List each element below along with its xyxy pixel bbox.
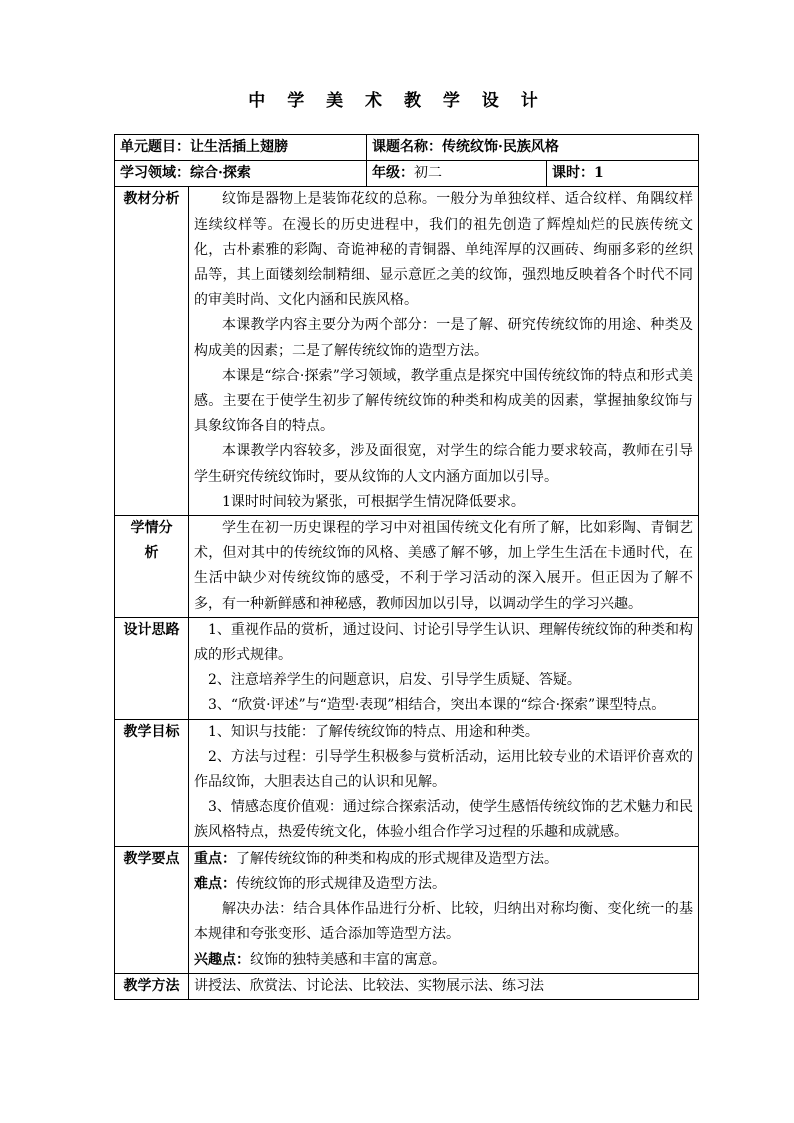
material-analysis-label: 教材分析 [115, 187, 189, 516]
topic-name-cell [367, 135, 699, 161]
material-paragraph: 纹饰是器物上是装饰花纹的总称。一般分为单独纹样、适合纹样、角隅纹样连续纹样等。在漫长的历史进程中，我们的祖先创造了辉煌灿烂的民族传统文化，古朴素雅的彩陶、奇诡神秘的青铜器、单纯浑厚的汉画砖、绚丽多彩的丝织品等，其上面镂刻绘制精细、显示意匠之美的纹饰，强烈地反映着各个时代不同的审美时尚、文化内涵和民族风格。 [194, 191, 693, 309]
learning-area-label: 学习领域： [120, 165, 190, 182]
grade-value: 初二 [414, 165, 442, 182]
interest-line [194, 948, 693, 973]
design-paragraph: 2、注意培养学生的问题意识，启发、引导学生质疑、答疑。 [208, 672, 581, 689]
key-points-row [115, 846, 699, 973]
header-row-2 [115, 161, 699, 187]
focus-text: 了解传统纹饰的种类和构成的形式规律及造型方法。 [236, 850, 558, 867]
student-analysis-content [189, 516, 699, 618]
focus-line [194, 847, 693, 872]
design-ideas-label: 设计思路 [115, 617, 189, 719]
focus-label: 重点： [194, 850, 236, 867]
design-ideas-row [115, 617, 699, 719]
lesson-plan-table [114, 134, 699, 1000]
class-hours-cell [547, 161, 699, 187]
topic-name-value: 传统纹饰·民族风格 [442, 139, 559, 155]
teaching-methods-row [115, 973, 699, 999]
material-paragraph: 本课是“综合·探索”学习领域，教学重点是探究中国传统纹饰的特点和形式美感。主要在于使学生初步了解传统纹饰的种类和构成美的因素，掌握抽象纹饰与具象纹饰各自的特点。 [194, 367, 693, 435]
student-paragraph: 学生在初一历史课程的学习中对祖国传统文化有所了解，比如彩陶、青铜艺术，但对其中的传统纹饰的风格、美感了解不够，加上学生生活在卡通时代，在生活中缺少对传统纹饰的感受，不利于学习活动的深入展开。但正因为了解不多，有一种新鲜感和神秘感，教师因加以引导，以调动学生的学习兴趣。 [194, 520, 693, 612]
grade-label: 年级： [372, 165, 414, 182]
teaching-methods-content: 讲授法、欣赏法、讨论法、比较法、实物展示法、练习法 [189, 973, 699, 999]
design-paragraph: 3、“欣赏·评述”与“造型·表现”相结合，突出本课的“综合·探索”课型特点。 [208, 697, 666, 714]
material-paragraph: 本课教学内容主要分为两个部分：一是了解、研究传统纹饰的用途、种类及构成美的因素；二是了解传统纹饰的造型方法。 [194, 317, 693, 359]
difficulty-text: 传统纹饰的形式规律及造型方法。 [236, 875, 446, 892]
material-paragraph: 本课教学内容较多，涉及面很宽，对学生的综合能力要求较高，教师在引导学生研究传统纹饰时，要从纹饰的人文内涵方面加以引导。 [194, 443, 693, 485]
grade-cell [367, 161, 547, 187]
unit-title-value: 让生活插上翅膀 [190, 139, 288, 155]
material-analysis-row [115, 187, 699, 516]
page-title: 中 学 美 术 教 学 设 计 [248, 91, 546, 111]
design-paragraph: 1、重视作品的赏析，通过设问、讨论引导学生认识、理解传统纹饰的种类和构成的形式规律。 [194, 621, 693, 664]
teaching-goals-label: 教学目标 [115, 719, 189, 846]
key-points-label: 教学要点 [115, 846, 189, 973]
learning-area-cell [115, 161, 367, 187]
topic-name-label: 课题名称： [372, 139, 442, 155]
material-paragraph: 1课时时间较为紧张，可根据学生情况降低要求。 [222, 493, 525, 510]
goal-paragraph: 1、知识与技能：了解传统纹饰的特点、用途和种类。 [208, 723, 539, 740]
student-analysis-label-line1: 学情分 [130, 520, 173, 537]
class-hours-label: 课时： [552, 165, 594, 182]
difficulty-label: 难点： [194, 875, 236, 892]
student-analysis-label-line2: 析 [144, 545, 159, 562]
design-ideas-content [189, 617, 699, 719]
student-analysis-label [115, 516, 189, 618]
solution-paragraph: 解决办法：结合具体作品进行分析、比较，归纳出对称均衡、变化统一的基本规律和夸张变形、适合添加等造型方法。 [194, 901, 693, 943]
teaching-goals-content [189, 719, 699, 846]
unit-title-label: 单元题目： [120, 139, 190, 155]
interest-text: 纹饰的独特美感和丰富的寓意。 [250, 951, 446, 968]
class-hours-value: 1 [594, 165, 604, 182]
difficulty-line [194, 872, 693, 897]
teaching-goals-row [115, 719, 699, 846]
teaching-methods-label: 教学方法 [115, 973, 189, 999]
learning-area-value: 综合·探索 [190, 165, 251, 182]
header-row-1 [115, 135, 699, 161]
unit-title-cell [115, 135, 367, 161]
student-analysis-row [115, 516, 699, 618]
goal-paragraph: 2、方法与过程：引导学生积极参与赏析活动，运用比较专业的术语评价喜欢的作品纹饰，大胆表达自己的认识和见解。 [194, 748, 693, 791]
key-points-content [189, 846, 699, 973]
interest-label: 兴趣点： [194, 951, 250, 968]
material-analysis-content [189, 187, 699, 516]
goal-paragraph: 3、情感态度价值观：通过综合探索活动，使学生感悟传统纹饰的艺术魅力和民族风格特点，热爱传统文化，体验小组合作学习过程的乐趣和成就感。 [194, 799, 693, 841]
